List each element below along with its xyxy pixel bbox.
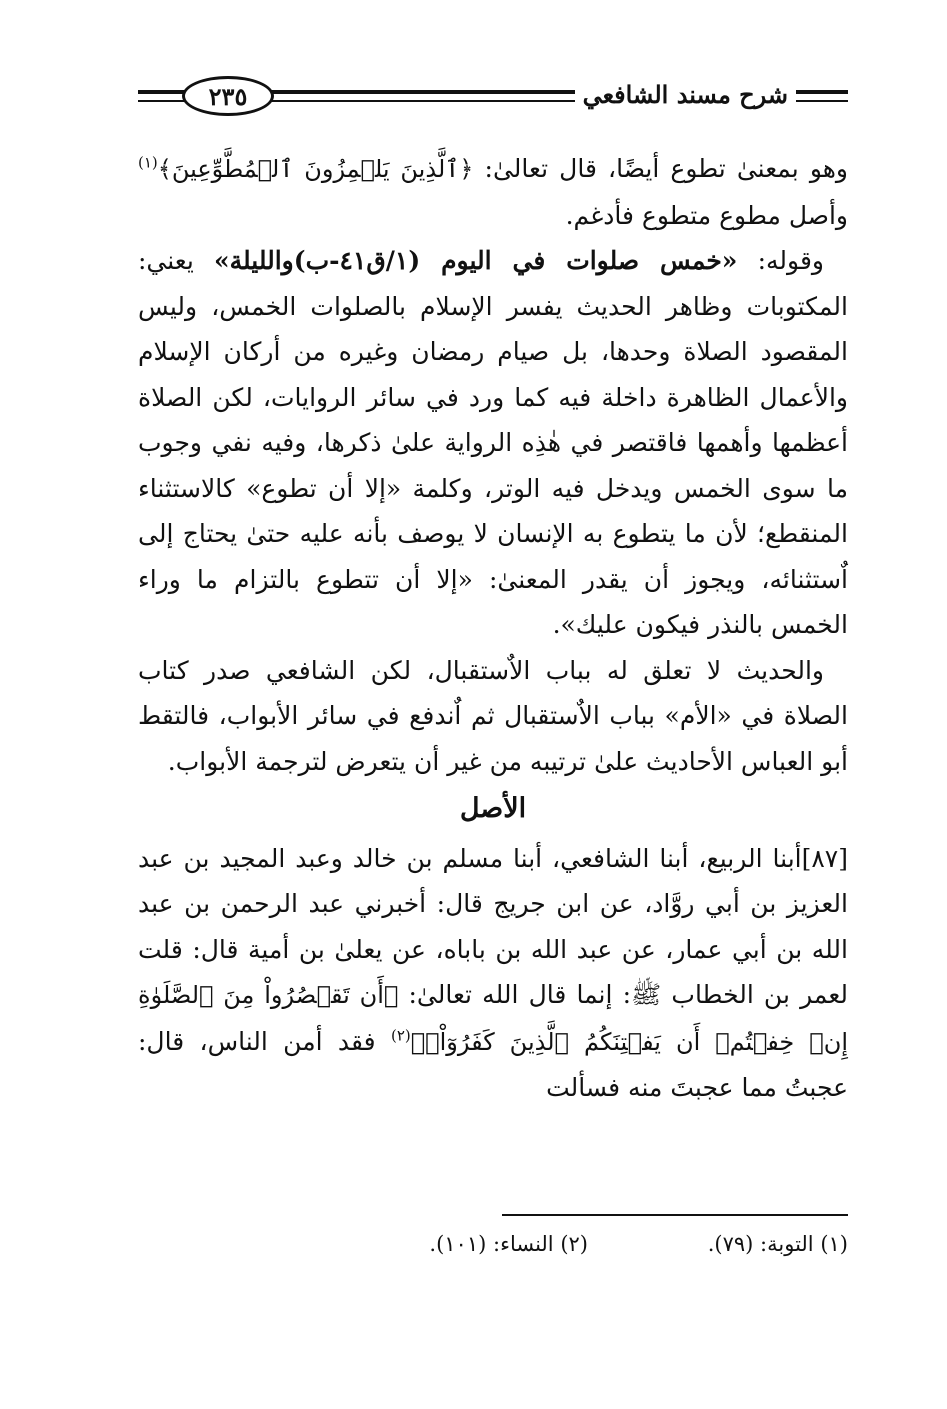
- text-span: وأصل مطوع متطوع فأدغم.: [565, 200, 848, 230]
- text-span: يعني: المكتوبات وظاهر الحديث يفسر الإسلام بالصلوات الخمس، وليس المقصود الصلاة وحدها، بل صيام رمضان وغيره من أركان الإسلام والأعمال الظاهرة داخلة فيه كما ورد في سائر الروايات، لكن الصلاة أعظمها وأهمها فاقتصر في هٰذِه الرواية علىٰ ذكرها، وفيه نفي وجوب ما سوى الخمس ويدخل فيه الوتر، وكلمة «إلا أن تطوع» كالاستثناء المنقطع؛ لأن ما يتطوع به الإنسان لا يوصف بأنه عليه حتىٰ يحتاج إلى اٌستثنائه، ويجوز أن يقدر المعنىٰ: «إلا أن تتطوع بالتزام ما وراء الخمس بالنذر فيكون عليك».: [138, 246, 848, 639]
- quran-verse-2: ﴿أَن تَقۡصُرُواْ مِنَ ٱلصَّلَوٰةِ إِنۡ خِفۡتُمۡ أَن يَفۡتِنَكُمُ ٱلَّذِينَ كَفَرُوٓاْۚ﴾: [138, 981, 849, 1056]
- running-title: شرح مسند الشافعي: [575, 78, 796, 112]
- section-heading: الأصل: [459, 793, 527, 824]
- header-rule-right-bottom: [793, 100, 848, 102]
- paragraph-4: [138, 836, 848, 1111]
- hadith-quote: «خمس صلوات في اليوم (١/ق٤١-ب)والليلة»: [213, 246, 738, 275]
- header-rule-right-top: [793, 90, 848, 94]
- footnote-ref-2: (٢): [390, 1026, 411, 1045]
- text-span: [٨٧]أبنا الربيع، أبنا الشافعي، أبنا مسلم بن خالد وعبد المجيد بن عبد العزيز بن أبي روَّاد، عن ابن جريج قال: أخبرني عبد الرحمن بن عبد الله بن أبي عمار، عن عبد الله بن باباه، عن يعلىٰ بن أمية قال: قلت لعمر بن الخطاب ﷺ: إنما قال الله تعالىٰ:: [138, 843, 849, 1009]
- text-span: وهو بمعنىٰ تطوع أيضًا، قال تعالىٰ:: [473, 154, 848, 183]
- paragraph-1: [138, 146, 848, 238]
- main-text: [138, 146, 848, 1111]
- footnotes: [260, 1232, 848, 1264]
- footnote-2: (٢) النساء: (١٠١).: [429, 1232, 588, 1256]
- text-span: وقوله:: [737, 246, 824, 275]
- text-span: فقد أمن الناس، قال: عجبتُ مما عجبتَ منه فسألت: [138, 1026, 848, 1102]
- paragraph-2: [138, 238, 848, 648]
- page-number: ٢٣٥: [182, 76, 274, 116]
- paragraph-3: والحديث لا تعلق له بباب الاٌستقبال، لكن الشافعي صدر كتاب الصلاة في «الأم» بباب الاٌستقبال ثم اٌندفع في سائر الأبواب، فالتقط أبو العباس الأحاديث علىٰ ترتيبه من غير أن يتعرض لترجمة الأبواب.: [138, 655, 848, 776]
- footnote-separator: [502, 1214, 848, 1216]
- quran-verse: ﴿ٱلَّذِينَ يَلۡمِزُونَ ٱلۡمُطَّوِّعِينَ﴾: [157, 155, 474, 183]
- footnote-ref-1: (١): [138, 153, 158, 172]
- page-header: [138, 72, 848, 126]
- footnote-1: (١) التوبة: (٧٩).: [707, 1232, 848, 1256]
